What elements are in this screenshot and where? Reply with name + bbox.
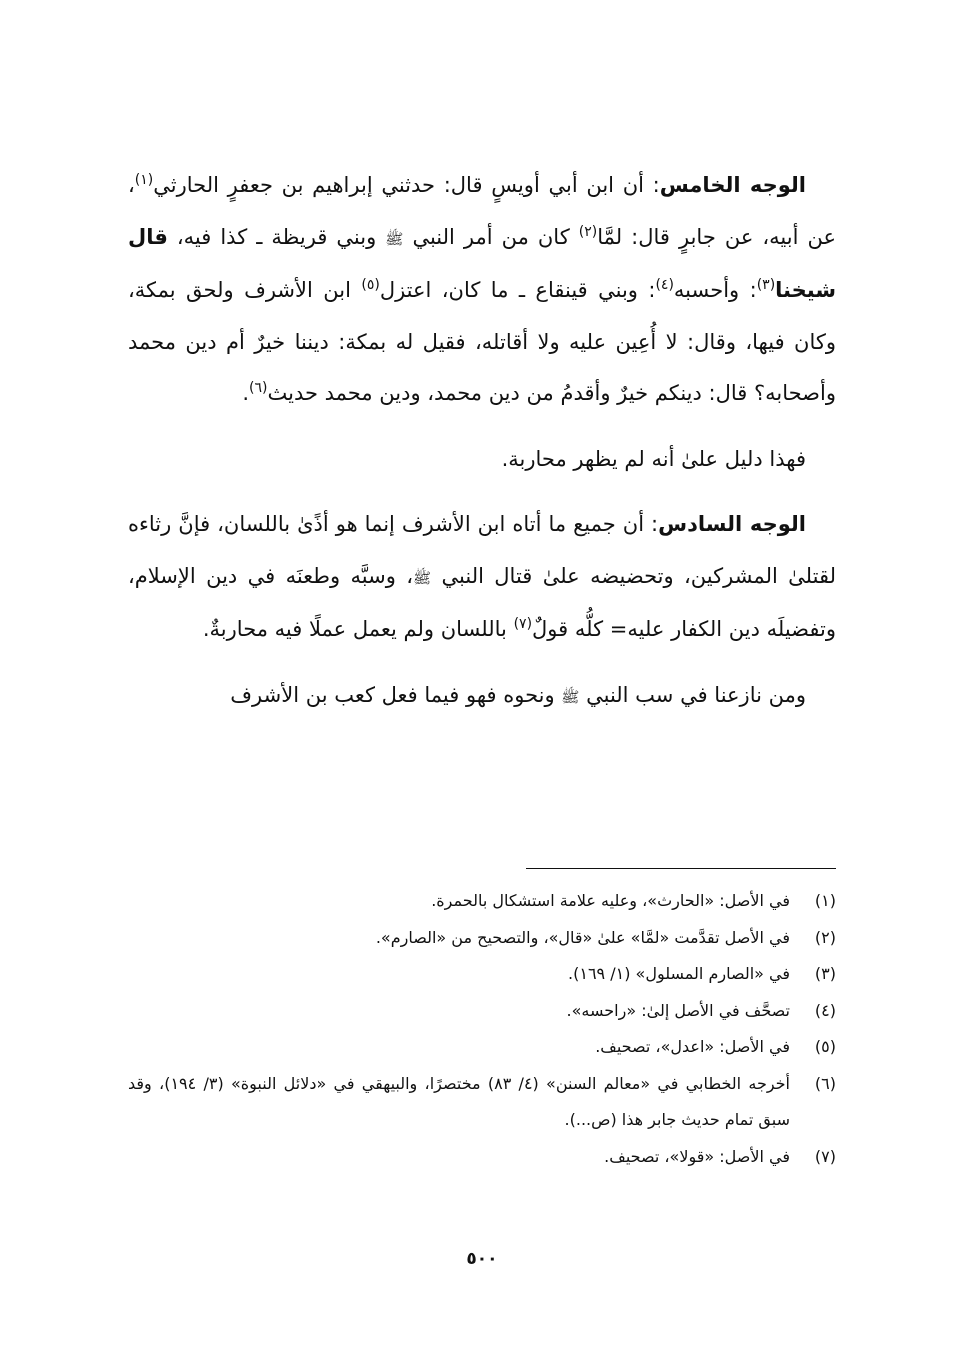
footnote-text: في الأصل: «الحارث»، وعليه علامة استشكال بالحمرة.: [431, 891, 790, 910]
text-run: : أن جميع ما أتاه ابن الأشرف إنما هو أذًىٰ باللسان، فإنَّ رثاءه لقتلىٰ المشركين، وتحضيضه علىٰ قتال النبي: [128, 512, 836, 588]
footnote-reference[interactable]: (٦): [249, 380, 268, 396]
text-run: : وبني قينقاع ـ ما كان، اعتزل: [379, 278, 656, 302]
footnote-text: في الأصل تقدَّمت «لمَّا» علىٰ «قال»، والتصحيح من «الصارم».: [375, 927, 790, 947]
text-run: .: [242, 381, 250, 405]
footnote-reference[interactable]: (٤): [655, 277, 674, 293]
text-run: باللسان ولم يعمل عملًا فيه محاربةٌ.: [202, 617, 514, 641]
footnote-reference[interactable]: (٢): [578, 223, 598, 240]
paragraph-continuation: [128, 670, 836, 724]
footnote-number: (٧): [814, 1146, 836, 1166]
footnote-text: في الأصل: «اعدل»، تصحيف.: [595, 1037, 790, 1056]
footnote-item: [128, 1066, 836, 1139]
text-run: ، عن أبيه، عن جابرٍ قال: لمَّا: [128, 173, 836, 249]
footnote-reference[interactable]: (٧): [513, 616, 533, 632]
text-run: : أن ابن أبي أويسٍ قال: حدثني إبراهيم بن جعفرٍ الحارثي: [153, 173, 660, 197]
paragraph-conclusion: فهذا دليل علىٰ أنه لم يظهر محاربة.: [501, 446, 806, 471]
footnote-item: [128, 1029, 836, 1066]
footnote-reference[interactable]: (٥): [361, 277, 380, 293]
footnote-text: تصحَّف في الأصل إلىٰ: «راحسه».: [566, 1000, 790, 1020]
text-run: ، وسبَّه وطعنَه في دين الإسلام، وتفضيلَه دين الكفار عليه= كلُّه قولٌ: [128, 563, 836, 641]
footnote-number: (٥): [814, 1037, 836, 1056]
text-run: كان من أمر النبي: [403, 224, 579, 249]
page-number: ٥٠٠: [466, 1249, 498, 1269]
footnote-reference[interactable]: (١): [134, 172, 154, 188]
footnote-text: في الأصل: «قولا»، تصحيف.: [604, 1146, 790, 1166]
footnote-item: [128, 993, 836, 1030]
footnote-list: [128, 883, 836, 1175]
text-run: ومن نازعنا في سب النبي: [579, 682, 806, 707]
footnote-number: (٦): [814, 1073, 836, 1093]
footnote-number: (١): [814, 891, 836, 910]
text-run: : وأحسبه: [673, 278, 757, 302]
paragraph-sixth-aspect: [128, 499, 836, 656]
text-run: ونحوه فهو فيما فعل كعب بن الأشرف: [230, 682, 562, 707]
text-run: ابن الأشرف ولحق بمكة، وكان فيها، وقال: لا أُعِين عليه ولا أقاتله، فقيل له بمكة: ديننا خيرٌ أم دين محمد وأصحابه؟ قال: دينكم خيرٌ وأقدمُ من دين محمد، ودين محمد حديث: [128, 278, 836, 405]
bold-phrase: قال شيخنا: [128, 224, 836, 302]
footnote-reference[interactable]: (٣): [756, 277, 776, 293]
salawat-glyph: ﷺ: [385, 229, 404, 248]
footnote-divider: [526, 868, 836, 869]
footnotes-section: [128, 868, 836, 1175]
salawat-glyph: ﷺ: [413, 568, 432, 587]
footnote-number: (٤): [814, 1000, 836, 1020]
footnote-item: [128, 883, 836, 920]
text-run: وبني قريظة ـ كذا فيه،: [167, 224, 386, 249]
salawat-glyph: ﷺ: [561, 687, 580, 706]
footnote-text: في «الصارم المسلول» (١/ ١٦٩).: [568, 964, 790, 983]
footnote-text: أخرجه الخطابي في «معالم السنن» (٤/ ٨٣) مختصرًا، والبيهقي في «دلائل النبوة» (٣/ ١٩٤)، وقد سبق تمام حديث جابر هذا (ص...).: [128, 1073, 791, 1129]
footnote-number: (٣): [814, 964, 836, 983]
paragraph-fifth-aspect: [128, 160, 836, 420]
footnote-item: [128, 1139, 836, 1176]
main-text: [128, 160, 836, 723]
footnote-item: [128, 956, 836, 993]
paragraph-lead: الوجه الخامس: [659, 173, 806, 197]
paragraph-lead: الوجه السادس: [658, 512, 806, 536]
footnote-number: (٢): [814, 927, 836, 947]
footnote-item: [128, 920, 836, 957]
